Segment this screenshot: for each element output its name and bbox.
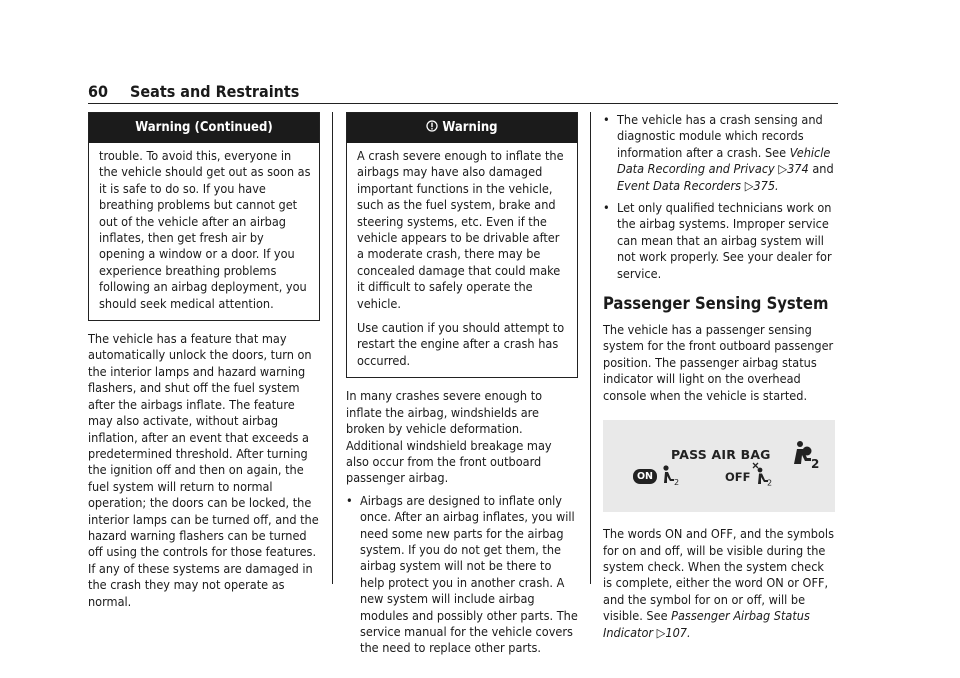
column-1	[88, 112, 320, 610]
page-reference-arrow-icon: ▷	[744, 177, 754, 193]
header-rule	[88, 103, 838, 104]
section-heading: Passenger Sensing System	[603, 294, 829, 314]
section-title: Seats and Restraints	[130, 82, 300, 101]
body-paragraph: The vehicle has a feature that may automatically unlock the doors, turn on the interior lamps and hazard warning flashers, and shut off the fuel system after the airbags inflate. The feature may also activate, without airbag inflation, after an event that exceeds a predetermined threshold. After turning the ignition off and then on again, the fuel system will return to normal operation; the doors can be locked, the interior lamps can be turned off, and the hazard warning flashers can be turned off using the controls for those features. If any of these systems are damaged in the crash they may not operate as normal.	[88, 331, 319, 609]
passenger-on-icon	[661, 464, 681, 486]
page-number: 60	[88, 82, 109, 101]
cross-reference-link[interactable]: Passenger Airbag Status Indicator	[603, 608, 810, 640]
indicator-label: PASS AIR BAG	[671, 447, 771, 463]
warning-text: trouble. To avoid this, everyone in the vehicle should get out as soon as it is safe to do so. If you have breathing problems but cannot get out of the vehicle after an airbag inflates, then get fresh air by opening a window or a door. If you experience breathing problems following an airbag deployment, you should seek medical attention.	[99, 148, 311, 311]
warning-box	[346, 112, 578, 378]
warning-title: Warning (Continued)	[89, 113, 319, 143]
list-item: • Airbags are designed to inflate only once. After an airbag inflates, you will need some new parts for the airbag system. If you do not get them, the airbag system will not be there to help protect you in another crash. A new system will include airbag modules and possibly other parts. The service manual for the vehicle covers the need to replace other parts.	[346, 493, 578, 657]
page-reference[interactable]: 374	[787, 161, 809, 177]
svg-text:2: 2	[811, 457, 820, 471]
page-reference-arrow-icon: ▷	[656, 624, 666, 640]
body-paragraph: The words ON and OFF, and the symbols for on and off, will be visible during the system check. When the system check is complete, either the word ON or OFF, and the symbol for on or off, will be visible. See Passenger Airbag Status Indicator ▷107.	[603, 526, 834, 640]
warning-text: A crash severe enough to inflate the airbags may have also damaged important functions in the vehicle, such as the fuel system, brake and steering systems, etc. Even if the vehicle appears to be drivable after a moderate crash, there may be concealed damage that could make it difficult to safely operate the vehicle.	[357, 148, 564, 311]
list-item: • The vehicle has a crash sensing and diagnostic module which records information after a crash. See Vehicle Data Recording and Privacy ▷374 and Event Data Recorders ▷375.	[603, 112, 835, 194]
column-3	[603, 112, 835, 641]
warning-text: Use caution if you should attempt to restart the engine after a crash has occurred.	[357, 320, 565, 368]
airbag-warning-icon	[791, 440, 821, 470]
warning-header	[347, 113, 577, 143]
body-paragraph: The vehicle has a passenger sensing system for the front outboard passenger position. The passenger airbag status indicator will light on the overhead console when the vehicle is started.	[603, 322, 834, 403]
svg-text:2: 2	[767, 478, 773, 487]
column-2	[346, 112, 578, 663]
airbag-status-indicator-figure	[603, 420, 835, 512]
column-divider	[332, 112, 333, 584]
warning-circle-icon	[426, 120, 438, 132]
column-divider	[590, 112, 591, 584]
bullet-list	[346, 493, 578, 657]
cross-reference-link[interactable]: Vehicle Data Recording and Privacy	[617, 144, 831, 177]
svg-text:2: 2	[674, 478, 680, 487]
passenger-off-icon	[751, 462, 773, 486]
list-item: • Let only qualified technicians work on the airbag systems. Improper service can mean that an airbag system will not work properly. See your dealer for service.	[603, 200, 835, 282]
page-reference[interactable]: 107.	[665, 624, 691, 640]
warning-title: Warning	[442, 120, 498, 135]
body-paragraph: In many crashes severe enough to inflate the airbag, windshields are broken by vehicle deformation. Additional windshield breakage may also occur from the front outboard passenger airbag.	[346, 388, 552, 486]
page-reference-arrow-icon: ▷	[778, 161, 788, 177]
on-badge: ON	[633, 469, 657, 484]
warning-box-continued	[88, 112, 320, 321]
page-reference[interactable]: 375.	[753, 177, 779, 193]
off-label: OFF	[725, 470, 751, 485]
bullet-list	[603, 112, 835, 282]
cross-reference-link[interactable]: Event Data Recorders	[617, 177, 742, 193]
